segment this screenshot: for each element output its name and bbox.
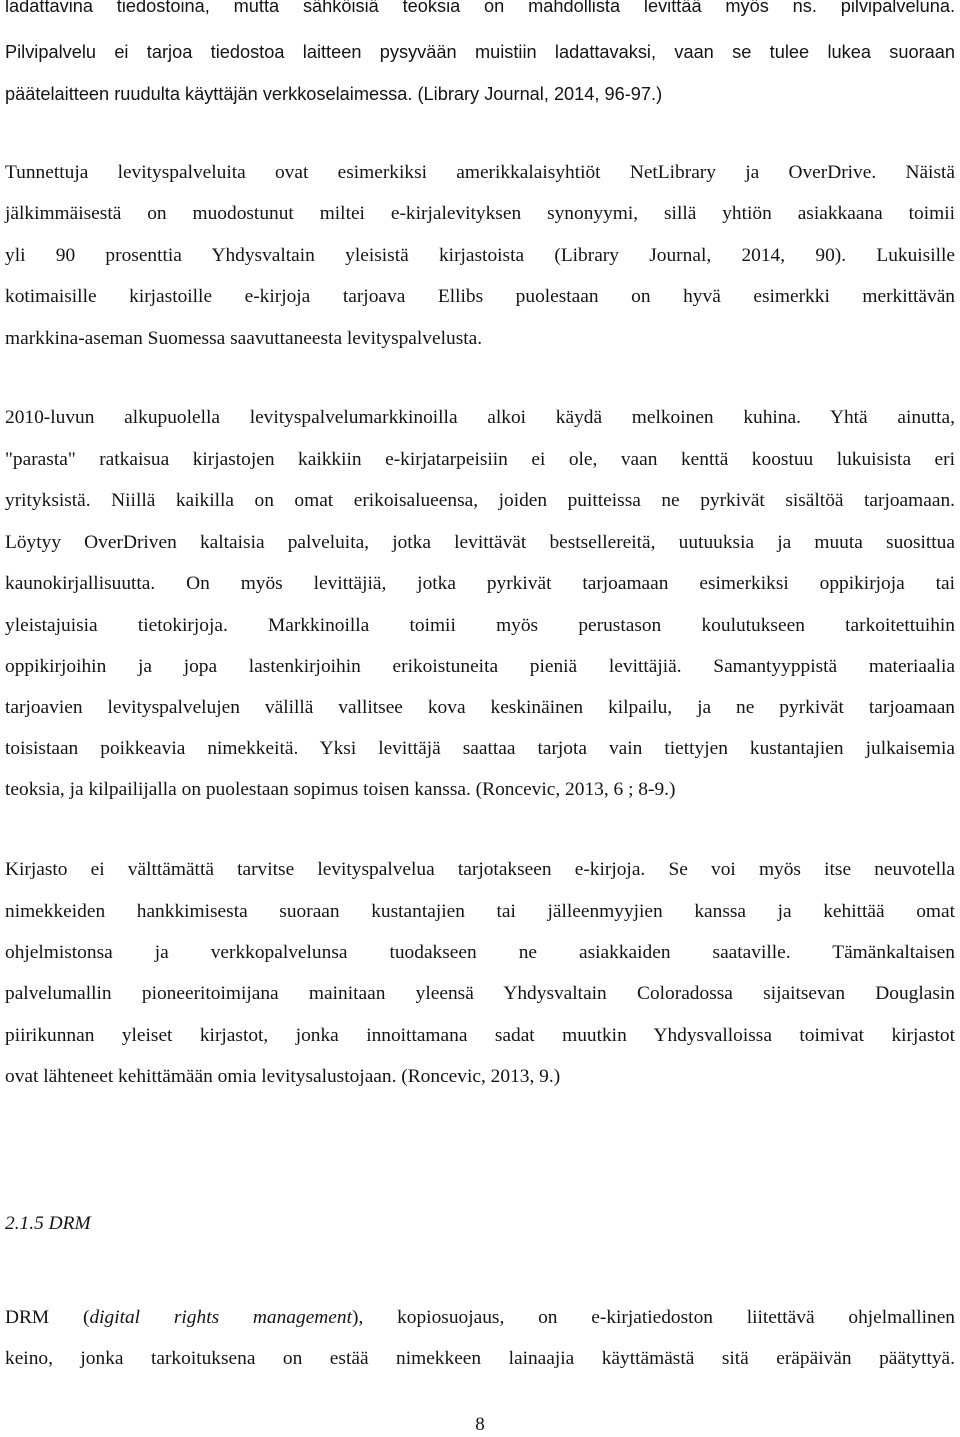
body-text-line: yrityksistä. Niillä kaikilla on omat erikoisalueensa, joiden puitteissa ne pyrkivät sisältöä tarjoamaan. <box>5 490 955 511</box>
drm-term-italic: digital rights management <box>89 1307 352 1328</box>
body-text-line: jälkimmäisestä on muodostunut miltei e-kirjalevityksen synonyymi, sillä yhtiön asiakkaana toimii <box>5 203 955 224</box>
body-text-line: kotimaisille kirjastoille e-kirjoja tarjoava Ellibs puolestaan on hyvä esimerkki merkittävän <box>5 286 955 307</box>
drm-text-after: ), kopiosuojaus, on e-kirjatiedoston liitettävä ohjelmallinen <box>352 1307 956 1328</box>
body-text-line: nimekkeiden hankkimisesta suoraan kustantajien tai jälleenmyyjien kanssa ja kehittää omat <box>5 901 955 922</box>
body-text-line: markkina-aseman Suomessa saavuttaneesta levityspalvelusta. <box>5 328 483 349</box>
body-text-line: teoksia, ja kilpailijalla on puolestaan sopimus toisen kanssa. (Roncevic, 2013, 6 ; 8-9.) <box>5 779 676 800</box>
page-number: 8 <box>475 1414 485 1435</box>
body-text-line: Kirjasto ei välttämättä tarvitse levityspalvelua tarjotakseen e-kirjoja. Se voi myös itse neuvotella <box>5 859 955 880</box>
drm-paragraph-line <box>5 1306 955 1330</box>
body-text-line: Pilvipalvelu ei tarjoa tiedostoa laitteen pysyvään muistiin ladattavaksi, vaan se tulee lukea suoraan <box>5 42 955 62</box>
body-text-line: piirikunnan yleiset kirjastot, jonka innoittamana sadat muutkin Yhdysvalloissa toimivat kirjastot <box>5 1025 955 1046</box>
body-text-line: päätelaitteen ruudulta käyttäjän verkkoselaimessa. (Library Journal, 2014, 96-97.) <box>5 84 663 104</box>
body-text-line: toisistaan poikkeavia nimekkeitä. Yksi levittäjä saattaa tarjota vain tiettyjen kustantajien julkaisemia <box>5 738 955 759</box>
drm-paragraph-line: keino, jonka tarkoituksena on estää nimekkeen lainaajia käyttämästä sitä eräpäivän päätyttyä. <box>5 1348 955 1369</box>
body-text-line: Löytyy OverDriven kaltaisia palveluita, jotka levittävät bestsellereitä, uutuuksia ja muuta suosittua <box>5 532 955 553</box>
body-text-line: 2010-luvun alkupuolella levityspalvelumarkkinoilla alkoi käydä melkoinen kuhina. Yhtä ainutta, <box>5 407 955 428</box>
body-text-line: kaunokirjallisuutta. On myös levittäjiä, jotka pyrkivät tarjoamaan esimerkiksi oppikirjoja tai <box>5 573 955 594</box>
body-text-line: tarjoavien levityspalvelujen välillä vallitsee kova keskinäinen kilpailu, ja ne pyrkivät tarjoamaan <box>5 697 955 718</box>
body-text-line: oppikirjoihin ja jopa lastenkirjoihin erikoistuneita pieniä levittäjiä. Samantyyppistä materiaalia <box>5 656 955 677</box>
section-heading: 2.1.5 DRM <box>5 1213 91 1234</box>
body-text-line: ohjelmistonsa ja verkkopalvelunsa tuodakseen ne asiakkaiden saataville. Tämänkaltaisen <box>5 942 955 963</box>
body-text-line: ladattavina tiedostoina, mutta sähköisiä teoksia on mahdollista levittää myös ns. pilvipalveluna. <box>5 0 955 16</box>
body-text-line: ovat lähteneet kehittämään omia levitysalustojaan. (Roncevic, 2013, 9.) <box>5 1066 561 1087</box>
body-text-line: yleistajuisia tietokirjoja. Markkinoilla toimii myös perustason koulutukseen tarkoitettuihin <box>5 615 955 636</box>
body-text-line: "parasta" ratkaisua kirjastojen kaikkiin e-kirjatarpeisiin ei ole, vaan kenttä koostuu lukuisista eri <box>5 449 955 470</box>
body-text-line: Tunnettuja levityspalveluita ovat esimerkiksi amerikkalaisyhtiöt NetLibrary ja OverDrive. Näistä <box>5 162 955 183</box>
body-text-line: palvelumallin pioneeritoimijana mainitaan yleensä Yhdysvaltain Coloradossa sijaitsevan Douglasin <box>5 983 955 1004</box>
drm-text-before: DRM ( <box>5 1307 90 1328</box>
body-text-line: yli 90 prosenttia Yhdysvaltain yleisistä kirjastoista (Library Journal, 2014, 90). Lukuisille <box>5 245 955 266</box>
